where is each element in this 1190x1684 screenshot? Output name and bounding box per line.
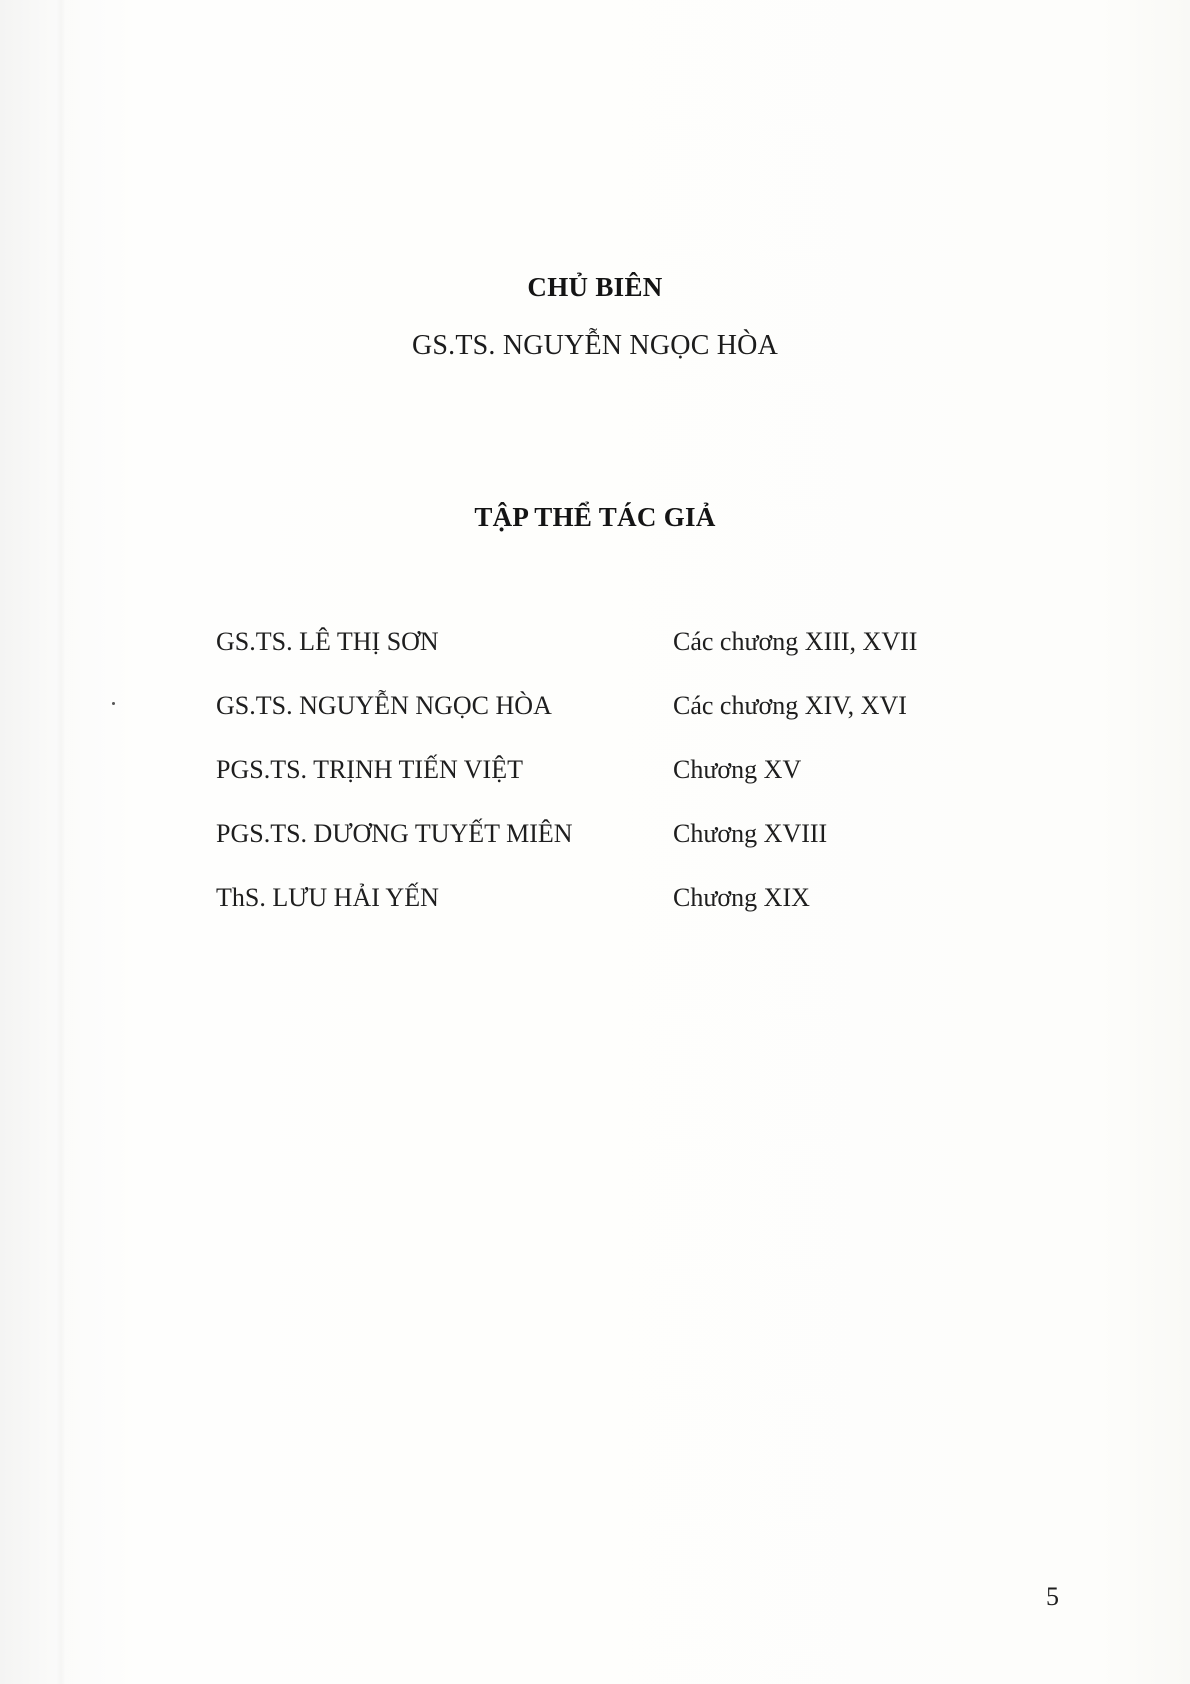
scan-speck — [112, 702, 115, 705]
editor-heading: CHỦ BIÊN — [527, 272, 663, 302]
author-row — [216, 624, 1036, 688]
author-chapters: Chương XV — [673, 755, 802, 784]
page-number: 5 — [1046, 1582, 1059, 1611]
authors-heading: TẬP THỂ TÁC GIẢ — [474, 502, 716, 532]
author-chapters: Chương XIX — [673, 883, 810, 912]
authors-list — [216, 624, 1036, 944]
author-chapters: Chương XVIII — [673, 819, 828, 848]
author-name: PGS.TS. TRỊNH TIẾN VIỆT — [216, 755, 523, 784]
author-chapters: Các chương XIV, XVI — [673, 691, 907, 720]
author-chapters: Các chương XIII, XVII — [673, 627, 918, 656]
author-name: GS.TS. NGUYỄN NGỌC HÒA — [216, 691, 552, 720]
author-row — [216, 880, 1036, 944]
author-row — [216, 816, 1036, 880]
editor-name: GS.TS. NGUYỄN NGỌC HÒA — [411, 330, 779, 361]
author-row — [216, 688, 1036, 752]
author-name: PGS.TS. DƯƠNG TUYẾT MIÊN — [216, 819, 573, 848]
page-gutter-shadow — [56, 0, 66, 1684]
author-name: ThS. LƯU HẢI YẾN — [216, 883, 439, 912]
author-name: GS.TS. LÊ THỊ SƠN — [216, 627, 439, 656]
author-row — [216, 752, 1036, 816]
